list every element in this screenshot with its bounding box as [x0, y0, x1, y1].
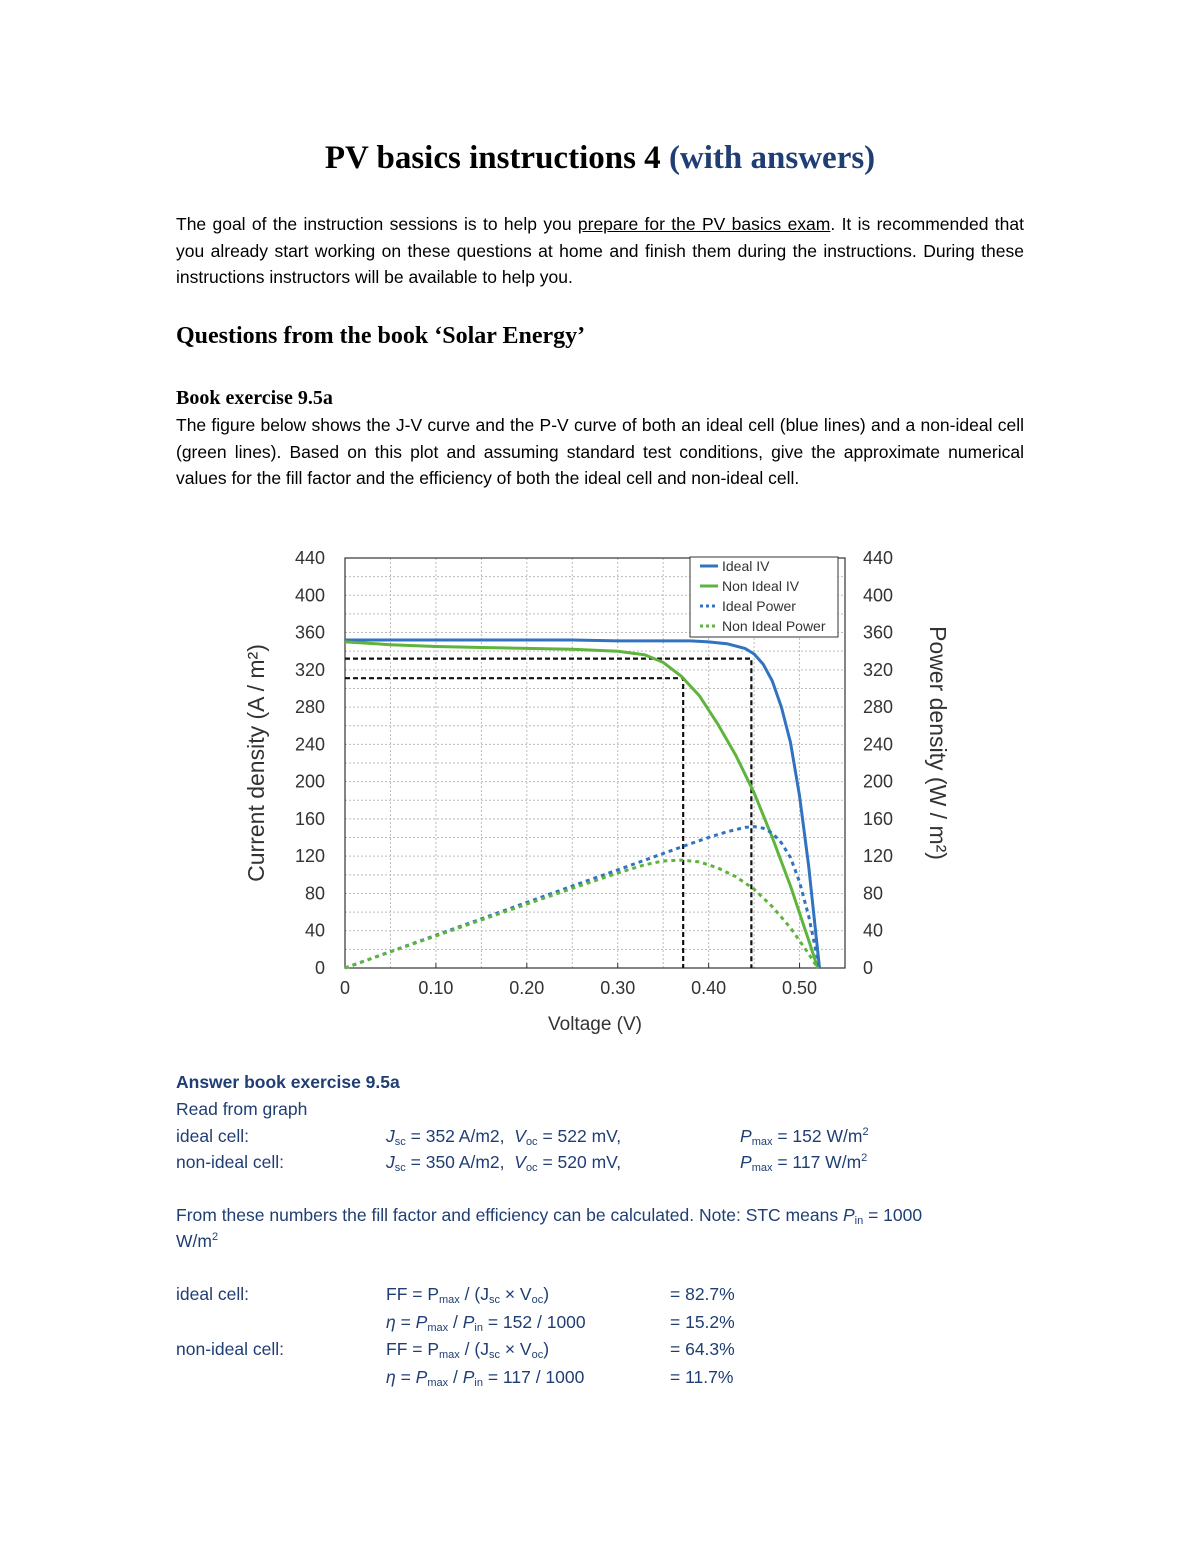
y-tick-label-right: 40: [863, 920, 884, 941]
section-heading: Questions from the book ‘Solar Energy’: [176, 323, 586, 349]
read-from-graph: Read from graph: [176, 1099, 308, 1119]
stc-note-unit: $W/m^2$: [176, 1231, 219, 1251]
graph-row-label: ideal cell:: [176, 1126, 249, 1146]
y-tick-label-right: 280: [863, 697, 894, 718]
y-tick-label-left: 240: [294, 734, 325, 755]
ff-formula: FF = $P_{max} / (J_{sc} \times V_{oc})$: [386, 1284, 550, 1306]
series-line-non-ideal-iv: [345, 642, 818, 968]
legend-label: Ideal IV: [722, 558, 770, 574]
series-line-non-ideal-power: [345, 860, 818, 968]
y-tick-label-right: 400: [863, 585, 894, 606]
y-tick-label-right: 80: [863, 883, 884, 904]
x-tick-label: 0.50: [782, 978, 818, 998]
y-tick-label-left: 0: [314, 958, 325, 978]
y-tick-label-right: 120: [863, 846, 894, 867]
answer-heading: Answer book exercise 9.5a: [176, 1072, 400, 1092]
intro-text-before: The goal of the instruction sessions is to help you: [176, 214, 578, 234]
y-tick-label-left: 360: [294, 622, 325, 643]
eta-formula: $\eta = P_{max} / P_{in} = 152 / 1000$: [386, 1312, 586, 1334]
exercise-text: The figure below shows the J-V curve and the P-V curve of both an ideal cell (blue lines) and a non-ideal cell (green lines). Based on this plot and assuming standard test conditions, give the approximate numerical values for the fill factor and the efficiency of both the ideal cell and non-ideal cell.: [176, 415, 1024, 488]
ff-formula: FF = $P_{max} / (J_{sc} \times V_{oc})$: [386, 1339, 550, 1361]
y-tick-label-right: 240: [863, 734, 894, 755]
x-tick-label: 0.10: [418, 978, 454, 998]
x-tick-label: 0.20: [509, 978, 545, 998]
y-tick-label-left: 400: [294, 585, 325, 606]
y-tick-label-left: 160: [294, 808, 325, 829]
y-tick-label-left: 120: [294, 846, 325, 867]
y2-axis-label: Power density (W / m²): [925, 626, 951, 860]
y-tick-label-right: 440: [863, 548, 894, 568]
ff-result: = 82.7%: [670, 1284, 735, 1304]
graph-row-pmax: $P_{max} = 152$ $W/m^2$: [740, 1126, 869, 1148]
graph-row-values: $J_{sc} = 352$ A/m2, $V_{oc} = 522$ mV,: [386, 1126, 622, 1148]
calc-label: non-ideal cell:: [176, 1339, 284, 1359]
x-tick-label: 0.30: [600, 978, 636, 998]
y-tick-label-right: 320: [863, 659, 894, 680]
calc-label: ideal cell:: [176, 1284, 249, 1304]
chart-legend: [690, 557, 838, 637]
y-tick-label-right: 200: [863, 771, 894, 792]
series-line-ideal-power: [345, 827, 820, 968]
iv-pv-chart: [230, 540, 970, 1045]
ff-result: = 64.3%: [670, 1339, 735, 1359]
y-tick-label-left: 280: [294, 697, 325, 718]
page-title: [0, 140, 1200, 177]
graph-row-pmax: $P_{max} = 117$ $W/m^2$: [740, 1152, 868, 1174]
eta-formula: $\eta = P_{max} / P_{in} = 117 / 1000$: [386, 1367, 585, 1389]
y-tick-label-left: 200: [294, 771, 325, 792]
exercise-heading: Book exercise 9.5a: [176, 387, 333, 409]
eta-result: = 11.7%: [670, 1367, 734, 1387]
intro-paragraph: [176, 211, 1024, 291]
x-axis-label: Voltage (V): [548, 1014, 642, 1035]
y-tick-label-left: 80: [304, 883, 325, 904]
stc-note: From these numbers the fill factor and efficiency can be calculated. Note: STC means $P_{in} = 1000$: [176, 1205, 923, 1227]
y-axis-label: Current density (A / m²): [243, 644, 269, 882]
x-tick-label: 0: [339, 978, 351, 998]
legend-label: Ideal Power: [722, 598, 796, 614]
graph-row-values: $J_{sc} = 350$ A/m2, $V_{oc} = 520$ mV,: [386, 1152, 622, 1174]
mpp-reference-line: [345, 659, 751, 968]
x-tick-label: 0.40: [691, 978, 727, 998]
y-tick-label-right: 160: [863, 808, 894, 829]
y-tick-label-right: 0: [863, 958, 874, 978]
title-main: PV basics instructions 4: [324, 140, 661, 176]
graph-row-label: non-ideal cell:: [176, 1152, 284, 1172]
mpp-reference-line: [345, 678, 683, 968]
series-line-ideal-iv: [345, 640, 820, 968]
intro-text-after: . It is recommended that you already start working on these questions at home and finish them during the instructions. During these instructions instructors will be available to help you.: [176, 214, 1024, 287]
intro-underlined-text: prepare for the PV basics exam: [577, 214, 831, 234]
y-tick-label-left: 40: [304, 920, 325, 941]
y-tick-label-left: 320: [294, 659, 325, 680]
legend-label: Non Ideal Power: [722, 618, 826, 634]
y-tick-label-right: 360: [863, 622, 894, 643]
legend-label: Non Ideal IV: [722, 578, 800, 594]
eta-result: = 15.2%: [670, 1312, 735, 1332]
y-tick-label-left: 440: [294, 548, 325, 568]
title-highlight: (with answers): [668, 140, 876, 176]
